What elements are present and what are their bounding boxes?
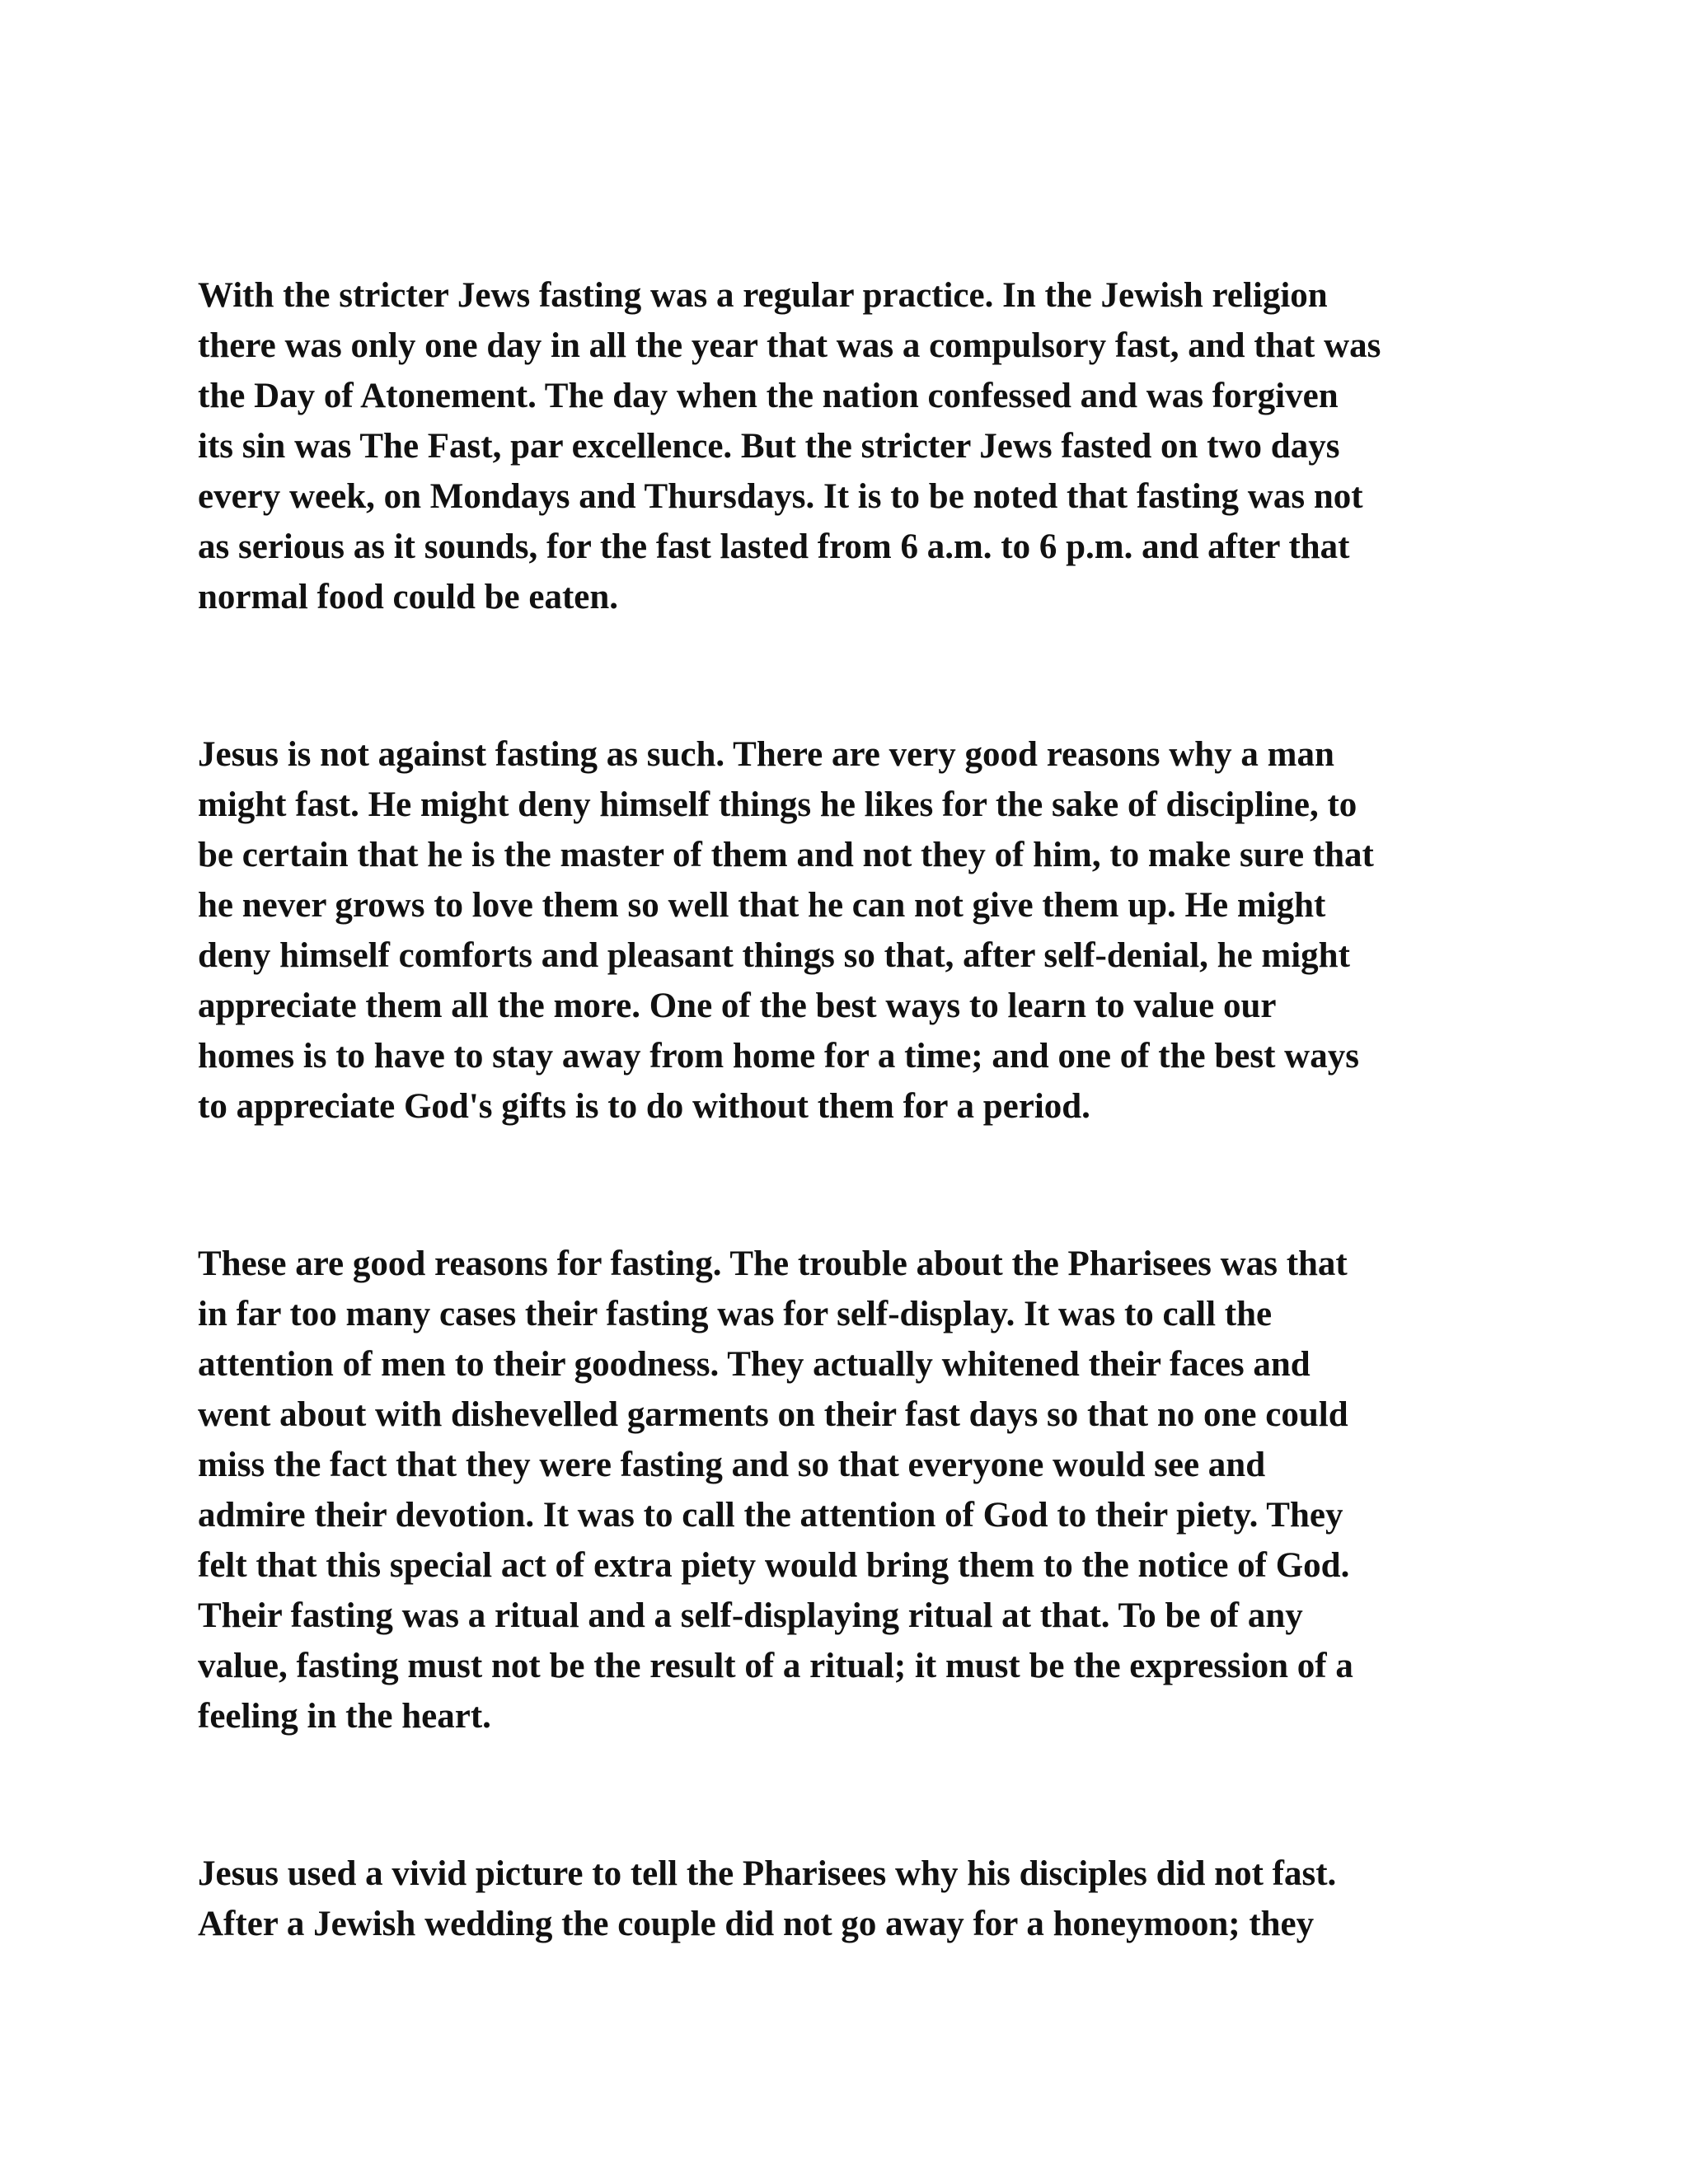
paragraph-4 (198, 1849, 1517, 1949)
text-line: appreciate them all the more. One of the best ways to learn to value our (198, 987, 1277, 1025)
text-line: Jesus is not against fasting as such. There are very good reasons why a man (198, 735, 1334, 774)
text-line: These are good reasons for fasting. The trouble about the Pharisees was that (198, 1244, 1348, 1283)
text-line: With the stricter Jews fasting was a regular practice. In the Jewish religion (198, 276, 1328, 315)
text-line: attention of men to their goodness. They actually whitened their faces and (198, 1345, 1311, 1384)
paragraph-3 (198, 1239, 1517, 1741)
paragraph-1 (198, 270, 1517, 622)
text-line: miss the fact that they were fasting and so that everyone would see and (198, 1446, 1266, 1484)
text-line: in far too many cases their fasting was for self-display. It was to call the (198, 1295, 1273, 1333)
text-line: he never grows to love them so well that he can not give them up. He might (198, 886, 1326, 925)
text-line: there was only one day in all the year that was a compulsory fast, and that was (198, 326, 1381, 365)
text-line: homes is to have to stay away from home for a time; and one of the best ways (198, 1037, 1359, 1076)
text-line: admire their devotion. It was to call the attention of God to their piety. They (198, 1496, 1343, 1535)
text-line: be certain that he is the master of them and not they of him, to make sure that (198, 836, 1374, 874)
text-line: might fast. He might deny himself things he likes for the sake of discipline, to (198, 785, 1357, 824)
text-line: After a Jewish wedding the couple did not go away for a honeymoon; they (198, 1905, 1315, 1943)
text-line: the Day of Atonement. The day when the nation confessed and was forgiven (198, 377, 1339, 415)
text-line: every week, on Mondays and Thursdays. It is to be noted that fasting was not (198, 477, 1363, 516)
text-line: Jesus used a vivid picture to tell the Pharisees why his disciples did not fast. (198, 1854, 1337, 1893)
text-line: as serious as it sounds, for the fast lasted from 6 a.m. to 6 p.m. and after that (198, 527, 1350, 566)
text-line: Their fasting was a ritual and a self-displaying ritual at that. To be of any (198, 1596, 1303, 1635)
text-line: feeling in the heart. (198, 1697, 491, 1736)
text-line: to appreciate God's gifts is to do without them for a period. (198, 1087, 1090, 1126)
paragraph-2 (198, 729, 1517, 1132)
text-line: felt that this special act of extra piety would bring them to the notice of God. (198, 1546, 1350, 1585)
text-line: its sin was The Fast, par excellence. But the stricter Jews fasted on two days (198, 427, 1340, 466)
text-line: went about with dishevelled garments on their fast days so that no one could (198, 1395, 1348, 1434)
text-line: deny himself comforts and pleasant things so that, after self-denial, he might (198, 936, 1350, 975)
text-line: normal food could be eaten. (198, 578, 619, 616)
text-line: value, fasting must not be the result of a ritual; it must be the expression of a (198, 1647, 1353, 1685)
